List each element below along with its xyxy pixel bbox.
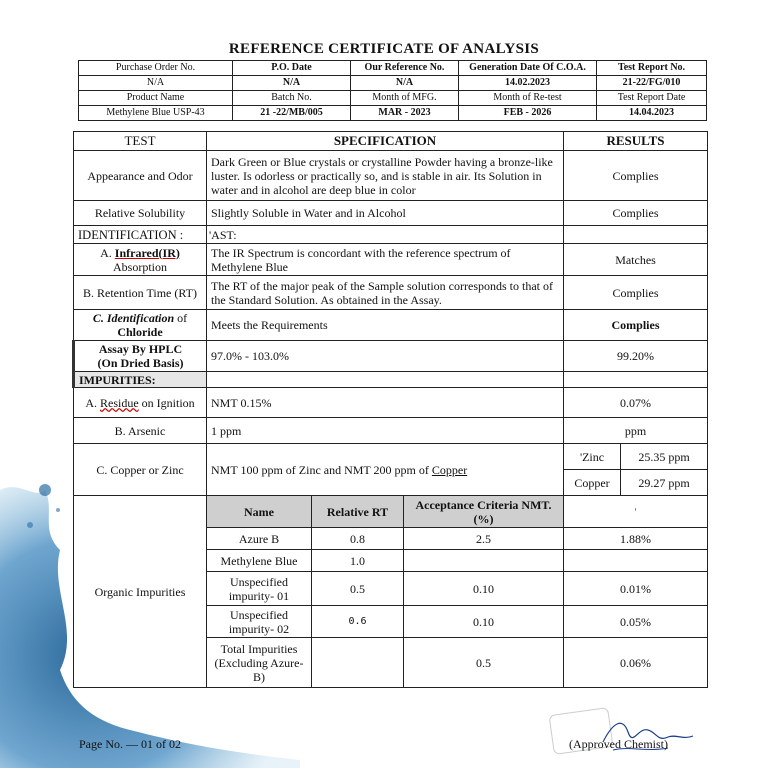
- organic-rt: 0.8: [312, 528, 404, 550]
- organic-header-row: [74, 496, 708, 528]
- organic-name: Unspecified impurity- 02: [207, 606, 312, 638]
- copper-label: Copper: [564, 470, 621, 496]
- result-retention-time: Complies: [564, 276, 708, 310]
- test-retention-time: B. Retention Time (RT): [74, 276, 207, 310]
- label-po-date: P.O. Date: [233, 61, 351, 76]
- organic-impurities-label: Organic Impurities: [74, 496, 207, 688]
- spec-copper-zinc-b: Copper: [431, 462, 468, 477]
- test-copper-zinc: C. Copper or Zinc: [74, 444, 207, 496]
- value-batch-no: 21 -22/MB/005: [233, 106, 351, 121]
- label-month-mfg: Month of MFG.: [351, 91, 459, 106]
- result-ir: Matches: [564, 244, 708, 276]
- test-ir: [74, 244, 207, 276]
- label-batch-no: Batch No.: [233, 91, 351, 106]
- residue-suffix: on Ignition: [141, 395, 195, 410]
- residue-prefix: A.: [85, 395, 97, 410]
- row-retention-time: [74, 276, 708, 310]
- col-test: TEST: [74, 132, 207, 151]
- label-test-report-no: Test Report No.: [597, 61, 707, 76]
- test-assay: [74, 341, 207, 372]
- approved-chemist-label: (Approved Chemist): [569, 737, 668, 751]
- results-table: [72, 131, 708, 688]
- organic-name: Total Impurities (Excluding Azure-B): [207, 638, 312, 688]
- test-solubility: Relative Solubility: [74, 201, 207, 226]
- organic-name: Unspecified impurity- 01: [207, 572, 312, 606]
- impurities-header: IMPURITIES:: [74, 372, 207, 388]
- assay-line2: (On Dried Basis): [97, 356, 184, 370]
- organic-criteria: 2.5: [404, 528, 564, 550]
- assay-line1: Assay By HPLC: [98, 342, 183, 356]
- chloride-bold-a: C. Identification: [92, 311, 175, 325]
- header-row-labels-1: [79, 61, 707, 76]
- ir-prefix: A.: [100, 245, 112, 260]
- organic-rt: 0.5: [312, 572, 404, 606]
- spec-copper-zinc: [207, 444, 564, 496]
- test-appearance: Appearance and Odor: [74, 151, 207, 201]
- spec-retention-time: The RT of the major peak of the Sample solution corresponds to that of the Standard Solution. As obtained in the Assay.: [207, 276, 564, 310]
- row-chloride: [74, 310, 708, 341]
- header-table: [78, 60, 707, 121]
- value-po-number: N/A: [79, 76, 233, 91]
- row-solubility: [74, 201, 708, 226]
- ir-bold: Infrared(IR): [114, 245, 180, 260]
- value-product-name: Methylene Blue USP-43: [79, 106, 233, 121]
- header-row-values-2: [79, 106, 707, 121]
- value-month-retest: FEB - 2026: [459, 106, 597, 121]
- organic-result: 1.88%: [564, 528, 708, 550]
- label-generation-date: Generation Date Of C.O.A.: [459, 61, 597, 76]
- test-chloride: [74, 310, 207, 341]
- label-our-ref: Our Reference No.: [351, 61, 459, 76]
- spec-residue: NMT 0.15%: [207, 388, 564, 418]
- row-ir: [74, 244, 708, 276]
- row-residue: [74, 388, 708, 418]
- spec-appearance: Dark Green or Blue crystals or crystalline Powder having a bronze-like luster. Is odorless or practically so, and is stable in air. Its Solution in water and in alcohol are deep blue in color: [207, 151, 564, 201]
- value-month-mfg: MAR - 2023: [351, 106, 459, 121]
- spec-copper-zinc-a: NMT 100 ppm of Zinc and NMT 200 ppm of: [211, 462, 429, 477]
- label-po-number: Purchase Order No.: [79, 61, 233, 76]
- result-chloride: Complies: [564, 310, 708, 341]
- value-test-report-date: 14.04.2023: [597, 106, 707, 121]
- result-arsenic: ppm: [564, 418, 708, 444]
- value-generation-date: 14.02.2023: [459, 76, 597, 91]
- row-arsenic: [74, 418, 708, 444]
- ir-rest: Absorption: [113, 259, 167, 274]
- test-residue: [74, 388, 207, 418]
- identification-spec: 'AST:: [207, 226, 564, 244]
- chloride-bold-b: Chloride: [117, 325, 163, 339]
- organic-result: 0.06%: [564, 638, 708, 688]
- row-zinc: [74, 444, 708, 470]
- chloride-mid: of: [177, 311, 188, 325]
- label-product-name: Product Name: [79, 91, 233, 106]
- label-month-retest: Month of Re-test: [459, 91, 597, 106]
- residue-word: Residue: [100, 395, 139, 410]
- zinc-label: 'Zinc: [564, 444, 621, 470]
- result-assay: 99.20%: [564, 341, 708, 372]
- col-specification: SPECIFICATION: [207, 132, 564, 151]
- organic-rt: 1.0: [312, 550, 404, 572]
- label-test-report-date: Test Report Date: [597, 91, 707, 106]
- spec-assay: 97.0% - 103.0%: [207, 341, 564, 372]
- row-appearance: [74, 151, 708, 201]
- copper-value: 29.27 ppm: [621, 470, 708, 496]
- result-residue: 0.07%: [564, 388, 708, 418]
- zinc-value: 25.35 ppm: [621, 444, 708, 470]
- value-po-date: N/A: [233, 76, 351, 91]
- value-our-ref: N/A: [351, 76, 459, 91]
- organic-col-name: Name: [207, 496, 312, 528]
- spec-solubility: Slightly Soluble in Water and in Alcohol: [207, 201, 564, 226]
- column-header-row: [74, 132, 708, 151]
- document-title: REFERENCE CERTIFICATE OF ANALYSIS: [228, 41, 540, 57]
- organic-col-result: ': [564, 496, 708, 528]
- header-row-labels-2: [79, 91, 707, 106]
- result-appearance: Complies: [564, 151, 708, 201]
- organic-result: 0.01%: [564, 572, 708, 606]
- header-row-values-1: [79, 76, 707, 91]
- result-solubility: Complies: [564, 201, 708, 226]
- identification-label: IDENTIFICATION :: [74, 226, 207, 244]
- spec-ir: The IR Spectrum is concordant with the reference spectrum of Methylene Blue: [207, 244, 564, 276]
- organic-name: Methylene Blue: [207, 550, 312, 572]
- spec-chloride: Meets the Requirements: [207, 310, 564, 341]
- col-results: RESULTS: [564, 132, 708, 151]
- organic-result: 0.05%: [564, 606, 708, 638]
- test-arsenic: B. Arsenic: [74, 418, 207, 444]
- row-impurities-header: [74, 372, 708, 388]
- spec-arsenic: 1 ppm: [207, 418, 564, 444]
- page-number: Page No. — 01 of 02: [79, 737, 181, 751]
- organic-criteria: 0.5: [404, 638, 564, 688]
- organic-criteria: 0.10: [404, 572, 564, 606]
- organic-result: [564, 550, 708, 572]
- row-identification: [74, 226, 708, 244]
- organic-criteria: [404, 550, 564, 572]
- organic-rt: 0.6: [312, 606, 404, 638]
- organic-col-rt: Relative RT: [312, 496, 404, 528]
- organic-criteria: 0.10: [404, 606, 564, 638]
- value-test-report-no: 21-22/FG/010: [597, 76, 707, 91]
- row-assay: [74, 341, 708, 372]
- organic-col-criteria: Acceptance Criteria NMT. (%): [404, 496, 564, 528]
- organic-name: Azure B: [207, 528, 312, 550]
- organic-rt: [312, 638, 404, 688]
